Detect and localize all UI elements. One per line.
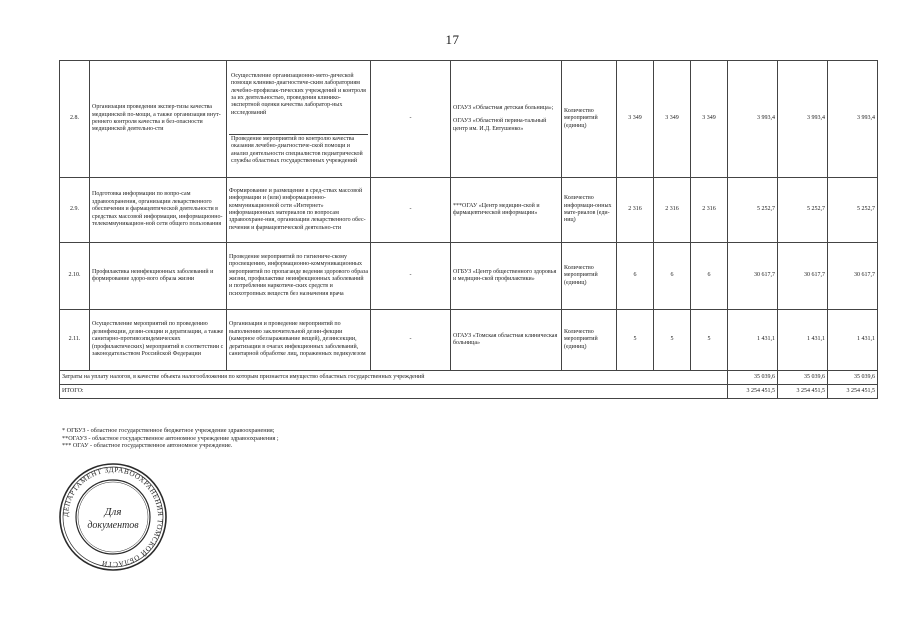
row-number: 2.10.	[60, 243, 90, 310]
row-task-name: Осуществление мероприятий по проведению дезинфекции, дезин-секции и дератизации, а также санитарно-противоэпидемических (профилактических) мероприятий в соответствии с законодательством Российской Федерации	[90, 310, 227, 371]
row-funding: 3 993,4	[728, 61, 778, 178]
footnote: * ОГБУЗ - областное государственное бюджетное учреждение здравоохранения;	[62, 427, 275, 434]
executor-line: ОГАУЗ «Областной перина-тальный центр им. И.Д. Евтушенко»	[453, 118, 547, 132]
row-number: 2.9.	[60, 178, 90, 243]
row-quantity: 3 349	[654, 61, 691, 178]
row-number: 2.11.	[60, 310, 90, 371]
row-dash: -	[371, 178, 451, 243]
total-row-value: 3 254 451,5	[778, 385, 828, 399]
executor-line: ОГАУЗ «Томская областная клиническая больница»	[453, 332, 558, 346]
measures-table	[59, 60, 878, 399]
row-funding: 5 252,7	[778, 178, 828, 243]
row-event: Осуществление организационно-мето-дической помощи клинико-диагностиче-ским лабораториям лечебно-профилак-тических учреждений и контроля за их деятельностью, проведения клинико-экспертной оценки качества лаборатор-ных исследований	[231, 72, 366, 116]
tax-row-value: 35 039,6	[728, 371, 778, 385]
executor-line: ОГАУЗ «Областная детская больница»;	[453, 104, 554, 111]
row-executor	[451, 178, 562, 243]
row-quantity: 2 316	[617, 178, 654, 243]
row-funding: 1 431,1	[728, 310, 778, 371]
total-row	[60, 385, 878, 399]
tax-row	[60, 371, 878, 385]
table-row	[60, 178, 878, 243]
stamp-outer-text: ДЕПАРТАМЕНТ ЗДРАВООХРАНЕНИЯ ТОМСКОЙ ОБЛАСТИ	[61, 465, 165, 569]
table-row	[60, 310, 878, 371]
row-funding: 1 431,1	[828, 310, 878, 371]
footnote: *** ОГАУ - областное государственное автономное учреждение.	[62, 442, 233, 450]
table-row	[60, 61, 878, 178]
row-funding: 1 431,1	[778, 310, 828, 371]
row-funding: 3 993,4	[828, 61, 878, 178]
row-event: Формирование и размещение в сред-ствах массовой информации и (или) информационно-коммуникационной сети «Интернет» информационных материалов по вопросам здравоохране-ния, организации лекарственного обес-печения и фармацевтической деятельно-сти	[227, 178, 371, 243]
row-quantity: 2 316	[691, 178, 728, 243]
tax-row-value: 35 039,6	[828, 371, 878, 385]
tax-row-label: Затраты на уплату налогов, в качестве объекта налогообложения по которым признается имущество областных государственных учреждений	[60, 371, 728, 385]
executor-line: ОГБУЗ «Центр общественного здоровья и медицин-ской профилактики»	[453, 268, 557, 282]
row-funding: 30 617,7	[778, 243, 828, 310]
row-funding: 3 993,4	[778, 61, 828, 178]
row-number: 2.8.	[60, 61, 90, 178]
row-quantity: 3 349	[617, 61, 654, 178]
row-funding: 30 617,7	[728, 243, 778, 310]
row-indicator: Количество мероприятий (единиц)	[562, 310, 617, 371]
row-funding: 30 617,7	[828, 243, 878, 310]
row-quantity: 6	[617, 243, 654, 310]
total-row-value: 3 254 451,5	[728, 385, 778, 399]
row-funding: 5 252,7	[828, 178, 878, 243]
row-indicator: Количество информаци-онных мате-риалов (еди-ниц)	[562, 178, 617, 243]
row-executor	[451, 243, 562, 310]
row-events	[227, 61, 371, 178]
tax-row-value: 35 039,6	[778, 371, 828, 385]
row-quantity: 3 349	[691, 61, 728, 178]
row-indicator: Количество мероприятий (единиц)	[562, 243, 617, 310]
row-dash: -	[371, 310, 451, 371]
row-quantity: 5	[617, 310, 654, 371]
footnote: **ОГАУЗ - областное государственное автономное учреждение здравоохранения ;	[62, 434, 279, 442]
row-event: Проведение мероприятий по гигиениче-скому просвещению, информационно-коммуникационных мероприятий по пропаганде ведения здорового образа жизни, профилактике неинфекционных заболеваний и потребления наркотиче-ских средств и психотропных веществ без назначения врача	[227, 243, 371, 310]
row-event: Организация и проведение мероприятий по выполнению заключительной дезин-фекции (камерное обеззараживание вещей), дезинсекции, дератизации в очагах инфекционных заболеваний, санитарной обработке лиц, пораженных педикулезом	[227, 310, 371, 371]
stamp-inner-line2: документов	[87, 520, 139, 531]
page-number: 17	[445, 32, 460, 47]
total-row-label: ИТОГО:	[60, 385, 728, 399]
row-dash: -	[371, 61, 451, 178]
row-task-name: Профилактика неинфекционных заболеваний и формирование здоро-вого образа жизни	[90, 243, 227, 310]
row-quantity: 6	[691, 243, 728, 310]
total-row-value: 3 254 451,5	[828, 385, 878, 399]
row-executor	[451, 310, 562, 371]
official-stamp	[58, 462, 168, 572]
row-task-name: Организация проведения экспер-тизы качества медицинской по-мощи, а также организация внут-реннего контроля качества и без-опасности медицинской деятельно-сти	[90, 61, 227, 178]
stamp-inner-line1: Для	[104, 506, 122, 518]
table-row	[60, 243, 878, 310]
row-quantity: 5	[654, 310, 691, 371]
row-event: Проведение мероприятий по контролю качества оказания лечебно-диагностиче-ской помощи и анализ деятельности специалистов педиатрической службы областных государственных учреждений	[229, 134, 368, 167]
row-funding: 5 252,7	[728, 178, 778, 243]
executor-line: ***ОГАУ «Центр медицин-ской и фармацевтической информации»	[453, 202, 540, 216]
row-quantity: 2 316	[654, 178, 691, 243]
row-dash: -	[371, 243, 451, 310]
footnotes	[62, 427, 279, 450]
row-executor	[451, 61, 562, 178]
row-indicator: Количество мероприятий (единиц)	[562, 61, 617, 178]
row-quantity: 5	[691, 310, 728, 371]
row-task-name: Подготовка информации по вопро-сам здравоохранения, организации лекарственного обеспечения и фармацевтической деятельности в средствах массовой информации, информационно-телекоммуникацион-ной сети общего пользования	[90, 178, 227, 243]
row-quantity: 6	[654, 243, 691, 310]
